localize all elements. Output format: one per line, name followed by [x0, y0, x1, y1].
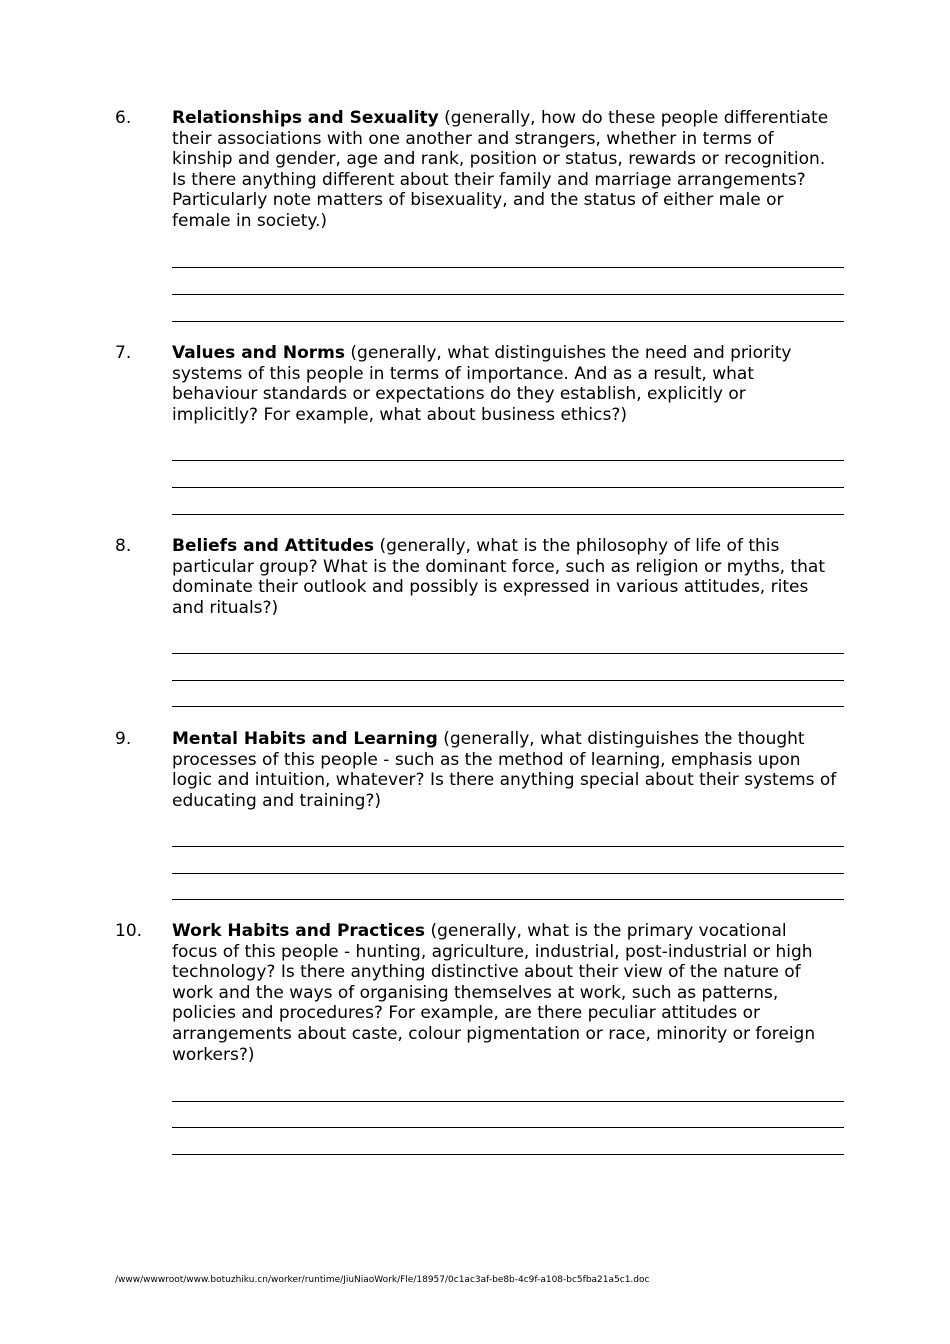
- answer-line[interactable]: [172, 321, 844, 322]
- answer-line[interactable]: [172, 846, 844, 847]
- question-description: (generally, what is the primary vocational focus of this people - hunting, agriculture, industrial, post-industrial or high technology? Is there anything distinctive about their view of the nature of work and the ways of organising themselves at work, such as patterns, policies and procedures? For example, are there peculiar attitudes or arrangements about caste, colour pigmentation or race, minority or foreign workers?): [172, 921, 816, 1065]
- question-text: [172, 729, 837, 811]
- question-title: Beliefs and Attitudes: [172, 536, 375, 556]
- question-description: (generally, what distinguishes the thought processes of this people - such as the method of learning, emphasis upon logic and intuition, whatever? Is there anything special about their systems of educating and training?): [172, 729, 837, 811]
- answer-line[interactable]: [172, 487, 844, 488]
- question-description: (generally, what distinguishes the need and priority systems of this people in terms of importance. And as a result, what behaviour standards or expectations do they establish, explicitly or implicitly? For example, what about business ethics?): [172, 343, 792, 425]
- answer-line[interactable]: [172, 294, 844, 295]
- question-title: Relationships and Sexuality: [172, 108, 439, 128]
- question-text: [172, 921, 837, 1065]
- question-text: [172, 108, 837, 232]
- question-title: Work Habits and Practices: [172, 921, 426, 941]
- question-title: Values and Norms: [172, 343, 345, 363]
- question-number: 10.: [115, 921, 143, 941]
- question-description: (generally, what is the philosophy of life of this particular group? What is the dominant force, such as religion or myths, that dominate their outlook and possibly is expressed in various attitudes, rites and rituals?): [172, 536, 826, 618]
- answer-line[interactable]: [172, 680, 844, 681]
- answer-line[interactable]: [172, 1127, 844, 1128]
- question-description: (generally, how do these people differentiate their associations with one another and strangers, whether in terms of kinship and gender, age and rank, position or status, rewards or recognition. Is there anything different about their family and marriage arrangements? Particularly note matters of bisexuality, and the status of either male or female in society.): [172, 108, 829, 231]
- question-number: 8.: [115, 536, 132, 556]
- answer-line[interactable]: [172, 1101, 844, 1102]
- answer-line[interactable]: [172, 460, 844, 461]
- answer-line[interactable]: [172, 706, 844, 707]
- answer-line[interactable]: [172, 899, 844, 900]
- question-number: 9.: [115, 729, 132, 749]
- answer-line[interactable]: [172, 1154, 844, 1155]
- answer-line[interactable]: [172, 267, 844, 268]
- question-number: 6.: [115, 108, 132, 128]
- question-text: [172, 343, 837, 425]
- question-text: [172, 536, 837, 618]
- answer-line[interactable]: [172, 653, 844, 654]
- question-title: Mental Habits and Learning: [172, 729, 438, 749]
- footer-file-path: /www/wwwroot/www.botuzhiku.cn/worker/runtime/JiuNiaoWork/Fle/18957/0c1ac3af-be8b-4c9f-a108-bc5fba21a5c1.doc: [115, 1275, 650, 1285]
- question-number: 7.: [115, 343, 132, 363]
- answer-line[interactable]: [172, 514, 844, 515]
- answer-line[interactable]: [172, 873, 844, 874]
